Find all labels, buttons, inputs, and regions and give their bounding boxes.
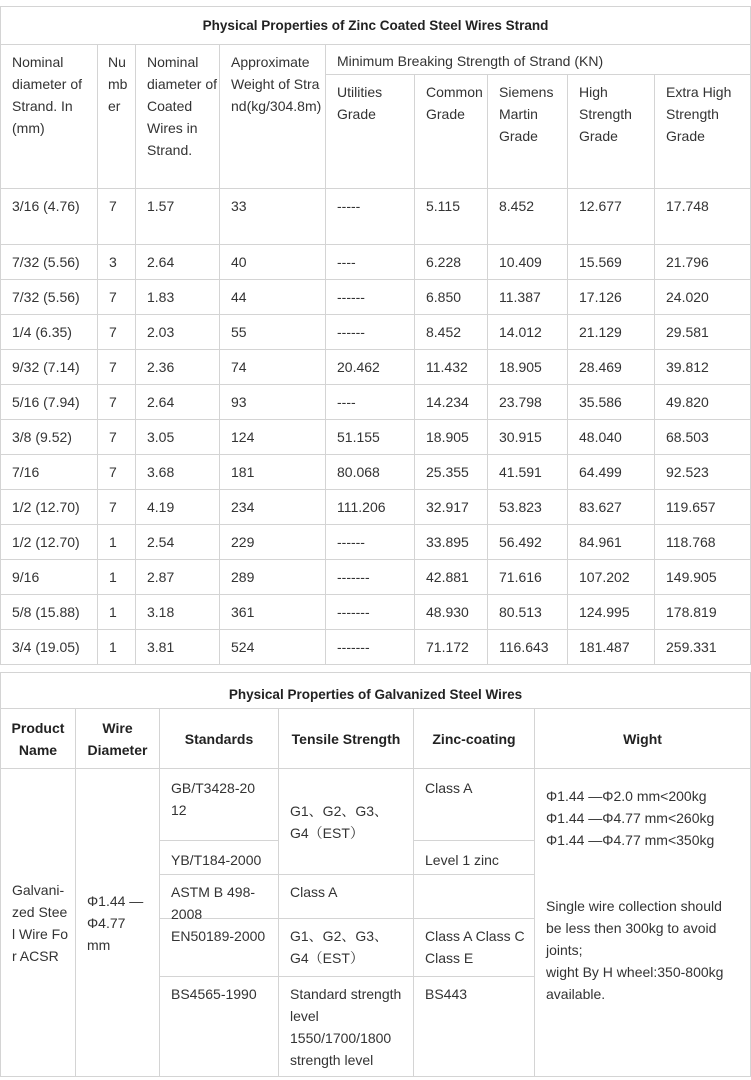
cell-high: 124.995: [568, 595, 655, 630]
cell-high: 48.040: [568, 420, 655, 455]
cell-util: ------: [326, 315, 415, 350]
cell-high: 15.569: [568, 245, 655, 280]
weight-note-2: wight By H wheel:350-800kg available.: [546, 964, 724, 1002]
cell-siemens: 56.492: [488, 525, 568, 560]
cell-num: 7: [98, 315, 136, 350]
cell-high: 64.499: [568, 455, 655, 490]
cell-extra: 119.657: [655, 490, 751, 525]
table-row: [1, 560, 751, 595]
zinc-bs443: BS443: [414, 977, 535, 1077]
zinc-class-a-1: Class A: [414, 769, 535, 841]
cell-util: ----: [326, 245, 415, 280]
strand-table-body: [1, 189, 751, 665]
header-high-grade: High Strength Grade: [568, 75, 655, 189]
header-zinc-coating: Zinc-coating: [414, 709, 535, 769]
weight-cell: [535, 769, 751, 1077]
cell-high: 83.627: [568, 490, 655, 525]
standard-gb: GB/T3428-2012: [160, 769, 279, 841]
cell-high: 181.487: [568, 630, 655, 665]
cell-weight: 524: [220, 630, 326, 665]
weight-line-1: Φ1.44 —Φ2.0 mm<200kg: [546, 788, 707, 804]
header-weight: Approximate Weight of Strand(kg/304.8m): [220, 45, 326, 189]
cell-dia: 9/32 (7.14): [1, 350, 98, 385]
cell-util: ------: [326, 525, 415, 560]
cell-weight: 33: [220, 189, 326, 245]
cell-weight: 40: [220, 245, 326, 280]
cell-dia: 7/16: [1, 455, 98, 490]
cell-weight: 93: [220, 385, 326, 420]
cell-siemens: 41.591: [488, 455, 568, 490]
weight-line-2: Φ1.44 —Φ4.77 mm<260kg: [546, 810, 715, 826]
cell-high: 28.469: [568, 350, 655, 385]
cell-weight: 55: [220, 315, 326, 350]
cell-wire: 1.83: [136, 280, 220, 315]
cell-common: 32.917: [415, 490, 488, 525]
standard-astm-text: ASTM B 498-2008: [171, 884, 256, 922]
cell-num: 7: [98, 189, 136, 245]
header-number: Number: [98, 45, 136, 189]
cell-extra: 24.020: [655, 280, 751, 315]
table-row: [1, 189, 751, 245]
cell-high: 107.202: [568, 560, 655, 595]
cell-num: 7: [98, 350, 136, 385]
cell-siemens: 116.643: [488, 630, 568, 665]
product-name-cell: Galvani-zed Steel Wire For ACSR: [1, 769, 76, 1077]
zinc-class-ace: Class A Class C Class E: [414, 919, 535, 977]
table-row: [1, 420, 751, 455]
cell-util: ----: [326, 385, 415, 420]
cell-extra: 178.819: [655, 595, 751, 630]
header-product-name: Product Name: [1, 709, 76, 769]
cell-common: 18.905: [415, 420, 488, 455]
cell-dia: 5/8 (15.88): [1, 595, 98, 630]
cell-wire: 1.57: [136, 189, 220, 245]
header-breaking-strength: Minimum Breaking Strength of Strand (KN): [326, 45, 751, 75]
cell-num: 1: [98, 560, 136, 595]
table-row: [1, 315, 751, 350]
cell-dia: 1/2 (12.70): [1, 525, 98, 560]
header-utilities-grade: Utilities Grade: [326, 75, 415, 189]
cell-high: 84.961: [568, 525, 655, 560]
cell-extra: 17.748: [655, 189, 751, 245]
cell-extra: 92.523: [655, 455, 751, 490]
table-row: [1, 385, 751, 420]
cell-weight: 361: [220, 595, 326, 630]
cell-wire: 3.68: [136, 455, 220, 490]
zinc-level-1: Level 1 zinc: [414, 841, 535, 875]
cell-wire: 2.87: [136, 560, 220, 595]
wire-diameter-cell: Φ1.44 — Φ4.77 mm: [76, 769, 160, 1077]
standard-en: EN50189-2000: [160, 919, 279, 977]
cell-common: 25.355: [415, 455, 488, 490]
cell-common: 8.452: [415, 315, 488, 350]
zinc-class-a-2: Class A: [279, 875, 414, 919]
wire-table-title: Physical Properties of Galvanized Steel Wires: [1, 673, 751, 709]
cell-siemens: 8.452: [488, 189, 568, 245]
cell-num: 7: [98, 490, 136, 525]
cell-dia: 5/16 (7.94): [1, 385, 98, 420]
table-row: [1, 525, 751, 560]
cell-num: 7: [98, 420, 136, 455]
header-tensile-strength: Tensile Strength: [279, 709, 414, 769]
cell-extra: 118.768: [655, 525, 751, 560]
table-row: [1, 595, 751, 630]
cell-wire: 3.81: [136, 630, 220, 665]
cell-extra: 68.503: [655, 420, 751, 455]
cell-siemens: 10.409: [488, 245, 568, 280]
cell-util: 20.462: [326, 350, 415, 385]
cell-siemens: 11.387: [488, 280, 568, 315]
cell-common: 11.432: [415, 350, 488, 385]
header-wire-diameter: Nominal diameter of Coated Wires in Strand.: [136, 45, 220, 189]
cell-util: 51.155: [326, 420, 415, 455]
standard-astm: [160, 875, 279, 922]
weight-note: Single wire collection should be less then 300kg to avoid joints;: [546, 898, 722, 958]
cell-common: 6.228: [415, 245, 488, 280]
cell-extra: 39.812: [655, 350, 751, 385]
cell-util: 80.068: [326, 455, 415, 490]
strand-table-title: Physical Properties of Zinc Coated Steel Wires Strand: [1, 7, 751, 45]
cell-siemens: 14.012: [488, 315, 568, 350]
cell-dia: 7/32 (5.56): [1, 280, 98, 315]
tensile-group-1: G1、G2、G3、G4（EST）: [279, 769, 414, 875]
cell-weight: 234: [220, 490, 326, 525]
cell-util: 111.206: [326, 490, 415, 525]
cell-num: 3: [98, 245, 136, 280]
cell-util: ------: [326, 280, 415, 315]
cell-siemens: 53.823: [488, 490, 568, 525]
cell-wire: 2.36: [136, 350, 220, 385]
cell-high: 35.586: [568, 385, 655, 420]
cell-dia: 9/16: [1, 560, 98, 595]
cell-num: 1: [98, 630, 136, 665]
table-row: [1, 455, 751, 490]
cell-wire: 3.18: [136, 595, 220, 630]
cell-extra: 29.581: [655, 315, 751, 350]
cell-high: 17.126: [568, 280, 655, 315]
header-standards: Standards: [160, 709, 279, 769]
cell-dia: 3/8 (9.52): [1, 420, 98, 455]
cell-extra: 49.820: [655, 385, 751, 420]
tensile-group-3: Standard strength level 1550/1700/1800 strength level: [279, 977, 414, 1077]
cell-wire: 2.03: [136, 315, 220, 350]
table-row: [1, 350, 751, 385]
cell-weight: 229: [220, 525, 326, 560]
cell-num: 7: [98, 280, 136, 315]
cell-dia: 1/4 (6.35): [1, 315, 98, 350]
cell-weight: 124: [220, 420, 326, 455]
tensile-group-2: G1、G2、G3、G4（EST）: [279, 919, 414, 977]
galvanized-wire-table: [0, 672, 751, 1077]
table-row: [1, 490, 751, 525]
cell-dia: 3/16 (4.76): [1, 189, 98, 245]
standard-bs: BS4565-1990: [160, 977, 279, 1077]
cell-common: 33.895: [415, 525, 488, 560]
cell-common: 48.930: [415, 595, 488, 630]
header-siemens-grade: Siemens Martin Grade: [488, 75, 568, 189]
header-wire-diameter: Wire Diameter: [76, 709, 160, 769]
cell-wire: 4.19: [136, 490, 220, 525]
header-nominal-diameter: Nominal diameter of Strand. In (mm): [1, 45, 98, 189]
cell-weight: 44: [220, 280, 326, 315]
cell-num: 1: [98, 525, 136, 560]
cell-wire: 2.64: [136, 385, 220, 420]
cell-siemens: 30.915: [488, 420, 568, 455]
table-row: [1, 280, 751, 315]
cell-extra: 21.796: [655, 245, 751, 280]
cell-extra: 149.905: [655, 560, 751, 595]
cell-util: -------: [326, 595, 415, 630]
cell-dia: 1/2 (12.70): [1, 490, 98, 525]
cell-weight: 289: [220, 560, 326, 595]
cell-weight: 74: [220, 350, 326, 385]
cell-siemens: 80.513: [488, 595, 568, 630]
header-extra-high-grade: Extra High Strength Grade: [655, 75, 751, 189]
cell-common: 14.234: [415, 385, 488, 420]
cell-siemens: 71.616: [488, 560, 568, 595]
cell-util: -------: [326, 630, 415, 665]
cell-util: -------: [326, 560, 415, 595]
header-weight: Wight: [535, 709, 751, 769]
cell-wire: 3.05: [136, 420, 220, 455]
cell-util: -----: [326, 189, 415, 245]
cell-common: 5.115: [415, 189, 488, 245]
table-row: [1, 245, 751, 280]
cell-wire: 2.64: [136, 245, 220, 280]
cell-num: 7: [98, 455, 136, 490]
header-common-grade: Common Grade: [415, 75, 488, 189]
cell-common: 6.850: [415, 280, 488, 315]
cell-dia: 7/32 (5.56): [1, 245, 98, 280]
weight-line-3: Φ1.44 —Φ4.77 mm<350kg: [546, 832, 715, 848]
cell-num: 7: [98, 385, 136, 420]
cell-common: 42.881: [415, 560, 488, 595]
strand-properties-table: [0, 6, 751, 665]
cell-high: 12.677: [568, 189, 655, 245]
cell-weight: 181: [220, 455, 326, 490]
cell-extra: 259.331: [655, 630, 751, 665]
cell-common: 71.172: [415, 630, 488, 665]
table-row: [1, 630, 751, 665]
cell-dia: 3/4 (19.05): [1, 630, 98, 665]
cell-num: 1: [98, 595, 136, 630]
cell-wire: 2.54: [136, 525, 220, 560]
cell-siemens: 23.798: [488, 385, 568, 420]
standard-yb: YB/T184-2000: [160, 841, 279, 875]
cell-high: 21.129: [568, 315, 655, 350]
cell-siemens: 18.905: [488, 350, 568, 385]
